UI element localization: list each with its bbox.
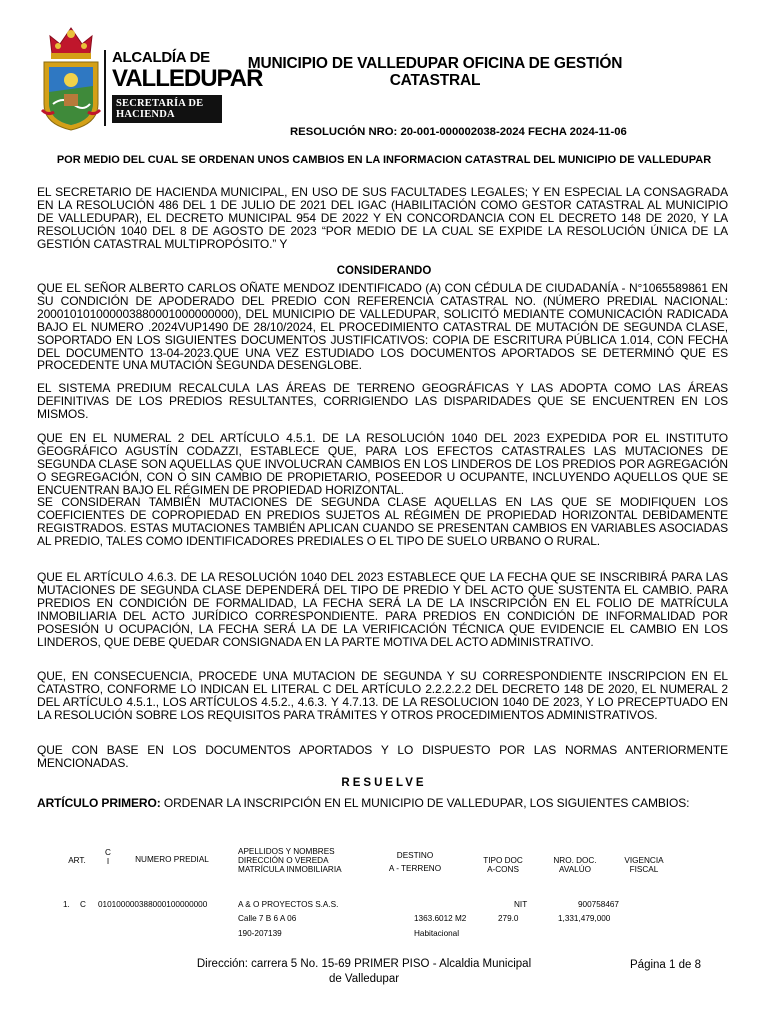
header-tipo-doc: TIPO DOC [483,856,523,865]
row-nro-doc: 900758467 [578,900,619,909]
brand-line1: ALCALDÍA DE [112,49,210,66]
row-tipo-doc: NIT [514,900,528,909]
brand-line3: SECRETARÍA DE HACIENDA [112,95,222,123]
paragraph-3a: QUE EN EL NUMERAL 2 DEL ARTÍCULO 4.5.1. DE LA RESOLUCIÓN 1040 DEL 2023 EXPEDIDA POR EL INSTITUTO GEOGRÁFICO AGUSTÍN CODAZZI, ESTABLECE QUE, PARA LOS EFECTOS CATASTRALES LAS MUTACIONES DE SEGUNDA CLASE SON AQUELLAS QUE INVOLUCRAN CAMBIOS EN LOS LINDEROS DE LOS PREDIOS POR AGREGACIÓN O SEGREGACIÓN, CON O SIN CAMBIO DE PROPIETARIO, POSEEDOR U OCUPANTE, INCLUYENDO AQUELLOS QUE SE ENCUENTRAN BAJO EL RÉGIMEN DE PROPIEDAD HORIZONTAL. [37,431,728,497]
footer-address: Dirección: carrera 5 No. 15-69 PRIMER PISO - Alcaldia Municipal de Valledupar [196,958,532,985]
page-number: Página 1 de 8 [630,959,701,971]
brand-line2: VALLEDUPAR [112,65,263,92]
row-a-cons: 279.0 [498,914,519,923]
header-ci-i: I [106,857,110,866]
paragraph-1: QUE EL SEÑOR ALBERTO CARLOS OÑATE MENDOZ IDENTIFICADO (A) CON CÉDULA DE CIUDADANÍA - N°1065589861 EN SU CONDICIÓN DE APODERADO DEL PREDIO CON REFERENCIA CATASTRAL NO. (NÚMERO PREDIAL NACIONAL: 200010101000003880001000000000), DEL MUNICIPIO DE VALLEDUPAR, SOLICITÓ MEDIANTE COMUNICACIÓN RADICADA BAJO EL NUMERO .2024VUP1490 DE 28/10/2024, EL PROCEDIMIENTO CATASTRAL DE MUTACIÓN DE SEGUNDA CLASE, SOPORTADO EN LOS SIGUIENTES DOCUMENTOS JUSTIFICATIVOS: COPIA DE ESCRITURA PÚBLICA 1.014, CON FECHA DEL DOCUMENTO 13-04-2023.QUE UNA VEZ ESTUDIADO LOS DOCUMENTOS APORTADOS SE DETERMINÓ QUE ES PROCEDENTE UNA MUTACIÓN SEGUNDA DESENGLOBE. [37,281,728,373]
resolution-number: RESOLUCIÓN NRO: 20-001-000002038-2024 FECHA 2024-11-06 [290,126,627,138]
paragraph-5: QUE, EN CONSECUENCIA, PROCEDE UNA MUTACION DE SEGUNDA Y SU CORRESPONDIENTE INSCRIPCION EN EL CATASTRO, CONFORME LO INDICAN EL LITERAL C DEL ARTÍCULO 2.2.2.2.2 DEL DECRETO 148 DE 2020, EL NUMERAL 2 DEL ARTÍCULO 4.5.1., LOS ARTÍCULOS 4.5.2., 4.6.3. Y 4.7.13. DE LA RESOLUCION 1040 DE 2023, Y LO PRECEPTUADO EN LA RESOLUCIÓN SOBRE LOS REQUISITOS PARA TRÁMITES Y OTROS PROCEDIMIENTOS ADMINISTRATIVOS. [37,669,728,722]
considerando-heading: CONSIDERANDO [336,265,432,277]
row-avaluo: 1,331,479,000 [558,914,611,923]
header-avaluo: AVALÚO [558,865,591,874]
row-destino: Habitacional [414,929,460,938]
paragraph-2: EL SISTEMA PREDIUM RECALCULA LAS ÁREAS DE TERRENO GEOGRÁFICAS Y LAS ADOPTA COMO LAS ÁREAS DEFINITIVAS DE LOS PREDIOS RESULTANTES, CORRIGIENDO LAS DISPARIDADES QUE SE ENCUENTREN EN LOS MISMOS. [37,381,728,421]
resuelve-heading: RESUELVE [341,777,427,789]
header-matricula: MATRÍCULA INMOBILIARIA [238,865,342,874]
header-a-cons: A-CONS [487,865,519,874]
header-vigencia: VIGENCIA [624,856,664,865]
header-destino: DESTINO [396,851,434,860]
header-ci-c: C [105,848,111,857]
header-nro-doc: NRO. DOC. [553,856,597,865]
preamble-paragraph: EL SECRETARIO DE HACIENDA MUNICIPAL, EN USO DE SUS FACULTADES LEGALES; Y EN ESPECIAL LA CONSAGRADA EN LA RESOLUCIÓN 486 DEL 1 DE JULIO DE 2021 DEL IGAC (HABILITACIÓN COMO GESTOR CATASTRAL AL MUNICIPIO DE VALLEDUPAR), EL DECRETO MUNICIPAL 954 DE 2022 Y EN CONCORDANCIA CON EL DECRETO 148 DE 2020, Y LA RESOLUCIÓN 1040 DEL 8 DE AGOSTO DE 2023 “POR MEDIO DE LA CUAL SE EXPIDE LA RESOLUCIÓN ÚNICA DE LA GESTIÓN CATASTRAL MULTIPROPÓSITO.” Y [37,185,728,251]
row-direccion: Calle 7 B 6 A 06 [238,914,297,923]
article-text: ORDENAR LA INSCRIPCIÓN EN EL MUNICIPIO DE VALLEDUPAR, LOS SIGUIENTES CAMBIOS: [160,796,690,810]
header-fiscal: FISCAL [629,865,659,874]
article-primero [37,797,728,810]
article-label: ARTÍCULO PRIMERO: [37,796,161,810]
page-title: MUNICIPIO DE VALLEDUPAR OFICINA DE GESTIÓN CATASTRAL [247,55,623,89]
header-apellidos: APELLIDOS Y NOMBRES [238,847,335,856]
header-direccion: DIRECCIÓN O VEREDA [238,856,329,865]
row-art: 1. [63,900,70,909]
paragraph-6: QUE CON BASE EN LOS DOCUMENTOS APORTADOS Y LO DISPUESTO POR LAS NORMAS ANTERIORMENTE MENCIONADAS. [37,743,728,770]
header-a-terreno: A - TERRENO [388,864,442,873]
row-matricula: 190-207139 [238,929,282,938]
row-ci: C [80,900,86,909]
paragraph-4: QUE EL ARTÍCULO 4.6.3. DE LA RESOLUCIÓN 1040 DEL 2023 ESTABLECE QUE LA FECHA QUE SE INSCRIBIRÁ PARA LAS MUTACIONES DE SEGUNDA CLASE DEPENDERÁ DEL TIPO DE PREDIO Y DEL ACTO QUE SUSTENTA EL CAMBIO. PARA PREDIOS EN CONDICIÓN DE FORMALIDAD, LA FECHA SERÁ LA DE LA INSCRIPCIÓN EN EL FOLIO DE MATRÍCULA INMOBILIARIA DEL ACTO JURÍDICO CORRESPONDIENTE. PARA PREDIOS EN CONDICIÓN DE INFORMALIDAD POR POSESIÓN U OCUPACIÓN, LA FECHA SERÁ LA DE LA VERIFICACIÓN TÉCNICA QUE EVIDENCIE EL CAMBIO EN LOS LINDEROS, QUE DEBE QUEDAR CONSIGNADA EN LA PARTE MOTIVA DEL ACTO ADMINISTRATIVO. [37,570,728,649]
brand-block [112,49,263,123]
row-a-terreno: 1363.6012 M2 [414,914,467,923]
subject-heading: POR MEDIO DEL CUAL SE ORDENAN UNOS CAMBIOS EN LA INFORMACION CATASTRAL DEL MUNICIPIO DE VALLEDUPAR [56,154,712,166]
header-art: ART. [68,856,86,865]
row-numero-predial: 010100000388000100000000 [98,900,208,909]
coat-of-arms-icon [38,24,104,132]
paragraph-3b: SE CONSIDERAN TAMBIÉN MUTACIONES DE SEGUNDA CLASE AQUELLAS EN LAS QUE SE MODIFIQUEN LOS COEFICIENTES DE COPROPIEDAD EN PREDIOS SUJETOS AL RÉGIMEN DE PROPIEDAD HORIZONTAL DEBIDAMENTE REGISTRADOS. ESTAS MUTACIONES TAMBIÉN APLICAN CUANDO SE PRESENTAN CAMBIOS EN VARIABLES ASOCIADAS AL PREDIO, TALES COMO IDENTIFICADORES PREDIALES O EL TIPO DE SUELO URBANO O RURAL. [37,495,728,548]
header-numero-predial: NUMERO PREDIAL [135,855,209,864]
row-nombre: A & O PROYECTOS S.A.S. [238,900,339,909]
brand-divider [104,50,106,126]
